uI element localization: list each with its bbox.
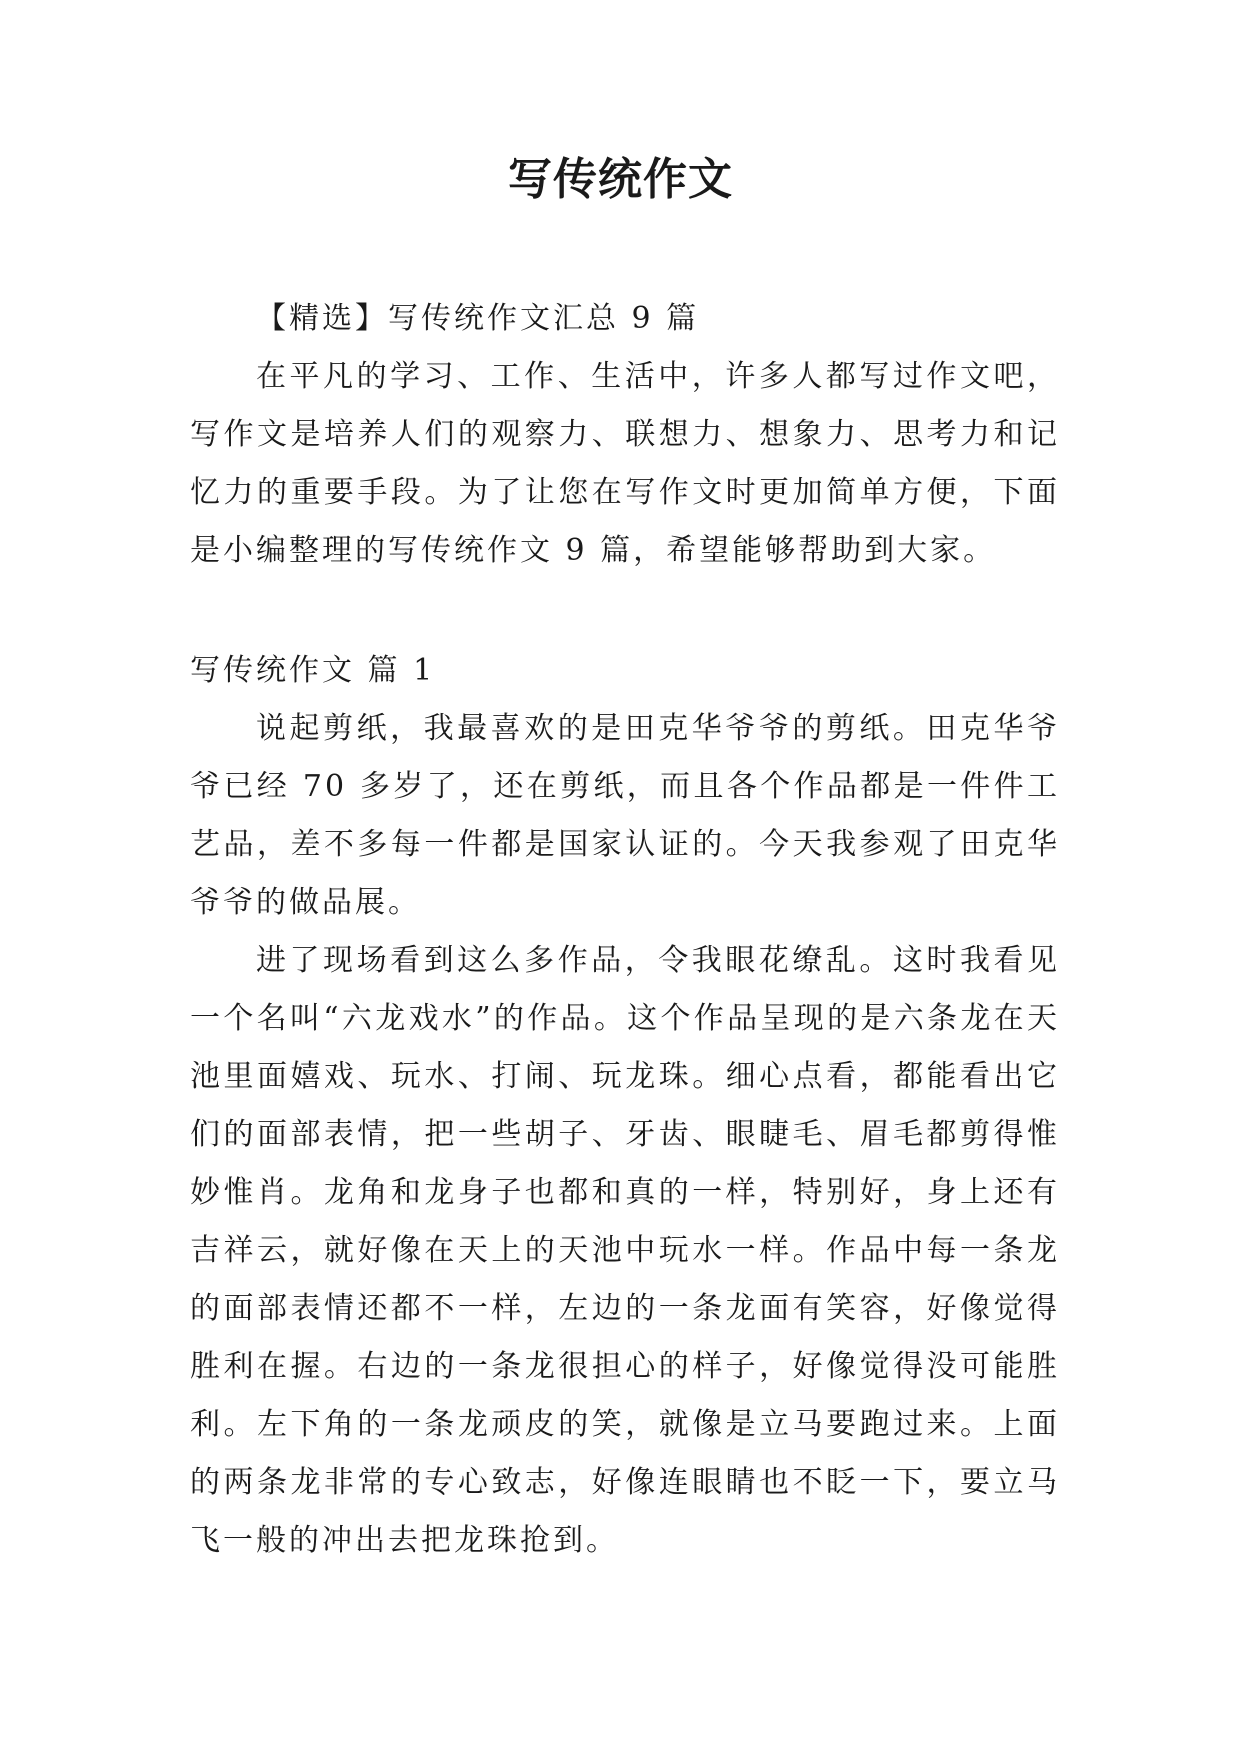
document-title: 写传统作文	[508, 154, 733, 205]
document-subtitle: 【精选】写传统作文汇总 9 篇	[256, 301, 700, 336]
body-paragraph: 说起剪纸，我最喜欢的是田克华爷爷的剪纸。田克华爷爷已经 70 多岁了，还在剪纸，而且各个作品都是一件件工艺品，差不多每一件都是国家认证的。今天我参观了田克华爷爷的做品展。	[190, 711, 1060, 920]
document-body	[190, 290, 1060, 1570]
section-heading: 写传统作文 篇 1	[190, 653, 436, 688]
body-paragraph: 进了现场看到这么多作品，令我眼花缭乱。这时我看见一个名叫“六龙戏水”的作品。这个作品呈现的是六条龙在天池里面嬉戏、玩水、打闹、玩龙珠。细心点看，都能看出它们的面部表情，把一些胡子、牙齿、眼睫毛、眉毛都剪得惟妙惟肖。龙角和龙身子也都和真的一样，特别好，身上还有吉祥云，就好像在天上的天池中玩水一样。作品中每一条龙的面部表情还都不一样，左边的一条龙面有笑容，好像觉得胜利在握。右边的一条龙很担心的样子，好像觉得没可能胜利。左下角的一条龙顽皮的笑，就像是立马要跑过来。上面的两条龙非常的专心致志，好像连眼睛也不眨一下，要立马飞一般的冲出去把龙珠抢到。	[190, 943, 1060, 1558]
intro-paragraph: 在平凡的学习、工作、生活中，许多人都写过作文吧，写作文是培养人们的观察力、联想力、想象力、思考力和记忆力的重要手段。为了让您在写作文时更加简单方便，下面是小编整理的写传统作文 9 篇，希望能够帮助到大家。	[190, 359, 1060, 568]
